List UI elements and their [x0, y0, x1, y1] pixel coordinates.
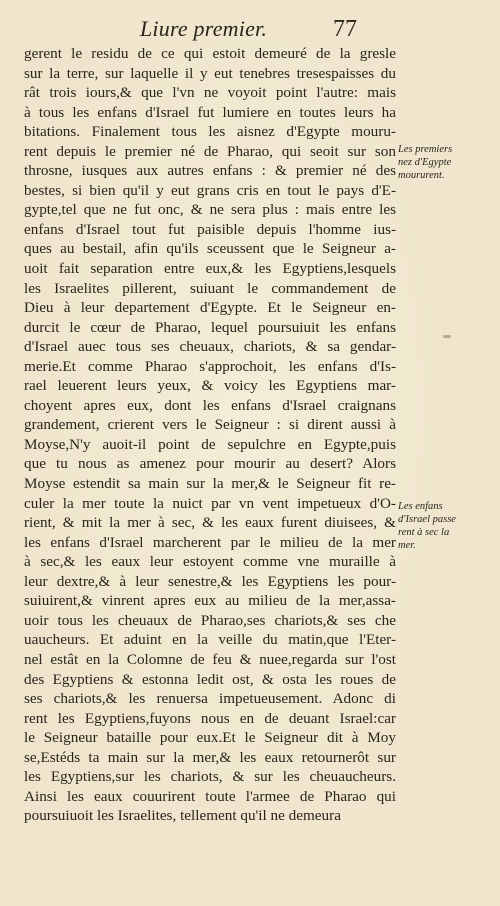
running-title: Liure premier.	[140, 16, 268, 41]
text-line: enfans d'Israel tout fut paisible depuis l'homme ius-	[24, 220, 396, 238]
text-line: bitations. Finalement tous les aisnez d'Egypte mouru-	[24, 123, 396, 141]
text-line: grandement, crierent vers le Seigneur : si dirent aussi à	[24, 416, 396, 434]
text-line: uoir tous les cheuaux de Pharao,ses chariots,& ses che	[24, 611, 396, 629]
text-line: Moyse estendit sa main sur la mer,& le Seigneur fit re-	[24, 475, 396, 493]
page-header	[0, 14, 500, 44]
body-text	[24, 44, 396, 826]
text-line: d'Israel auec tous ses cheuaux, chariots, & sa gendar-	[24, 338, 396, 356]
text-line: que tu nous as amenez pour mourir au desert? Alors	[24, 455, 396, 473]
text-line: uoit fait separation entre eux,& les Egyptiens,lesquels	[24, 260, 396, 278]
text-line: Dieu à leur departement d'Egypte. Et le Seigneur en-	[24, 299, 396, 317]
margin-note-red-sea	[398, 500, 498, 552]
text-line: des Egyptiens & estonna ledit ost, & osta les roues de	[24, 670, 396, 688]
margin-note-firstborn	[398, 143, 498, 182]
text-line: Moyse,N'y auoit-il point de sepulchre en Egypte,puis	[24, 435, 396, 453]
text-line: rient, & mit la mer à sec, & les eaux furent diuisees, &	[24, 514, 396, 532]
margin-note-line: moururent.	[398, 170, 445, 181]
text-line: ques au bestail, afin qu'ils sceussent que le Seigneur a-	[24, 240, 396, 258]
text-line: le Seigneur bataille pour eux.Et le Seigneur dit à Moy	[24, 729, 396, 747]
text-line: suiuirent,& vinrent apres eux au milieu de la mer,assa-	[24, 592, 396, 610]
text-line: durcit le cœur de Pharao, lequel poursuiuit les enfans	[24, 318, 396, 336]
text-line: à tous les enfans d'Israel fut lumiere en toutes leurs ha	[24, 103, 396, 121]
text-line: sur la terre, sur laquelle il y eut tenebres tresespaisses du	[24, 64, 396, 82]
text-line: rent depuis le premier né de Pharao, qui seoit sur son	[24, 142, 396, 160]
text-line: choyent apres eux, dont les enfans d'Israel craignans	[24, 396, 396, 414]
text-line: ses chariots,& les renuersa impetueusement. Adonc di	[24, 690, 396, 708]
text-line: nel estât en la Colomne de feu & nuee,regarda sur l'ost	[24, 650, 396, 668]
text-line: rât trois iours,& que l'vn ne voyoit point l'autre: mais	[24, 84, 396, 102]
text-line: gypte,tel que ne fut onc, & ne sera plus : mais entre les	[24, 201, 396, 219]
text-line: culer la mer toute la nuict par vn vent impetueux d'O-	[24, 494, 396, 512]
text-line: rent les Egyptiens,fuyons nous en de deuant Israel:car	[24, 709, 396, 727]
text-line: à sec,& les eaux leur estoyent comme vne muraille à	[24, 553, 396, 571]
text-line: uaucheurs. Et aduint en la veille du matin,que l'Eter-	[24, 631, 396, 649]
text-line: bestes, si bien qu'il y eut grans cris en tout le pays d'E-	[24, 181, 396, 199]
text-line: merie.Et comme Pharao s'approchoit, les enfans d'Is-	[24, 357, 396, 375]
margin-note-line: nez d'Egypte	[398, 157, 452, 168]
margin-note-line: d'Israel passe	[398, 514, 456, 525]
text-line: Ainsi les eaux couurirent toute l'armee de Pharao qui	[24, 787, 396, 805]
text-line: les Israelites pillerent, suiuant le commandement de	[24, 279, 396, 297]
text-line: leur dextre,& à leur senestre,& les Egyptiens les pour-	[24, 572, 396, 590]
text-line: gerent le residu de ce qui estoit demeuré de la gresle	[24, 45, 396, 62]
text-line: throsne, iusques aux autres enfans : & premier né des	[24, 162, 396, 180]
ink-blot	[443, 335, 451, 338]
text-line: se,Estéds ta main sur la mer,& les eaux retournerôt sur	[24, 748, 396, 766]
margin-note-line: Les premiers	[398, 144, 453, 155]
page-number: 77	[333, 16, 357, 42]
text-line: rael leuerent leurs yeux, & voicy les Egyptiens mar-	[24, 377, 396, 395]
margin-note-line: mer.	[398, 540, 416, 551]
margin-note-line: rent à sec la	[398, 527, 450, 538]
margin-note-line: Les enfans	[398, 501, 443, 512]
text-line: poursuiuoit les Israelites, tellement qu'il ne demeura	[24, 807, 341, 825]
text-line: les enfans d'Israel marcherent par le milieu de la mer	[24, 533, 396, 551]
text-line: les Egyptiens,sur les chariots, & sur les cheuaucheurs.	[24, 768, 396, 786]
